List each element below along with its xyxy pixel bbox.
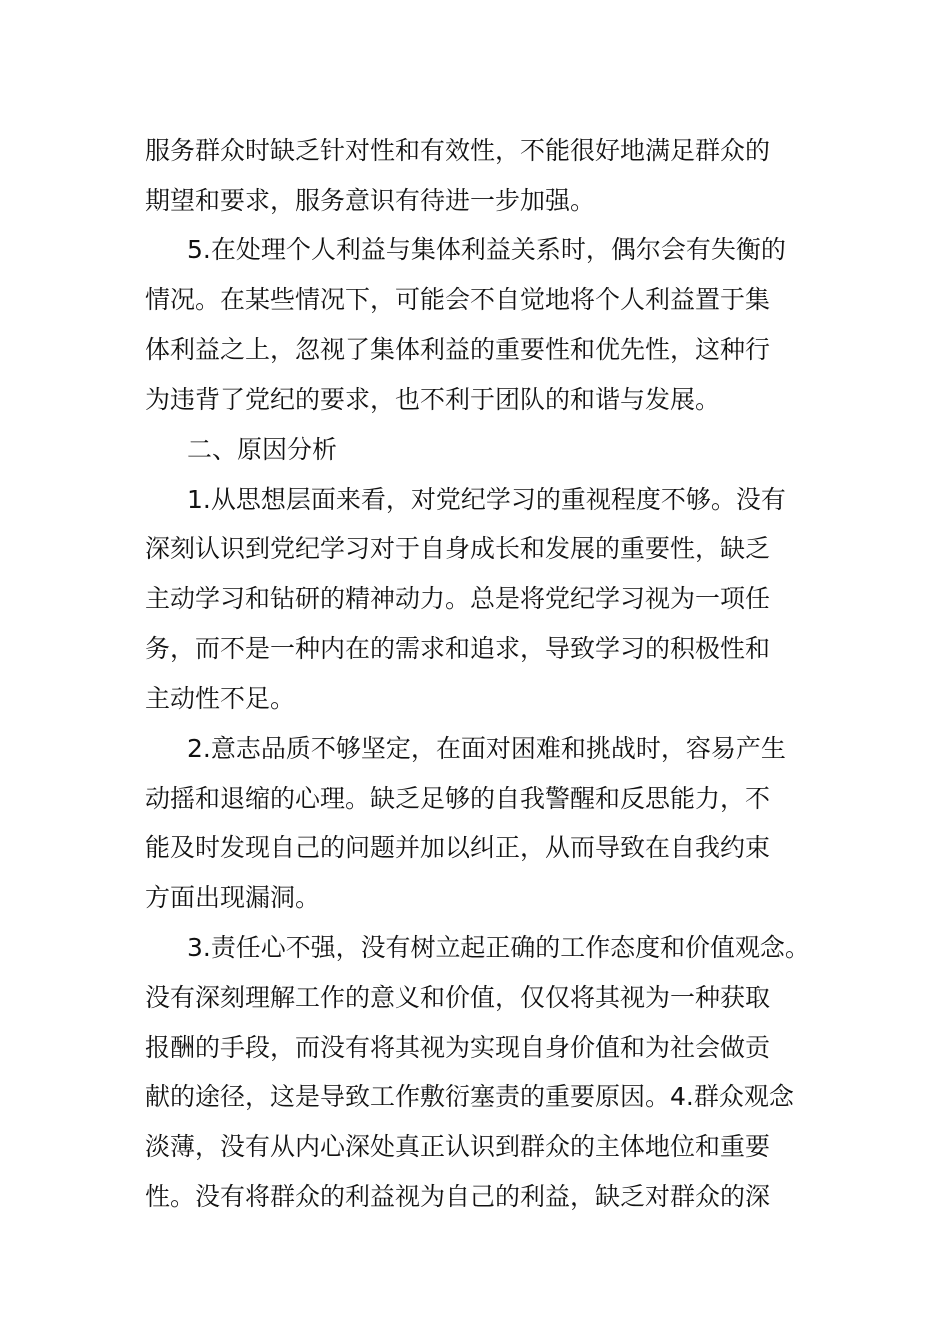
text-line: 动摇和退缩的心理。缺乏足够的自我警醒和反思能力，不 [145, 784, 771, 813]
text-line: 献的途径，这是导致工作敷衍塞责的重要原因。4.群众观念 [145, 1082, 794, 1111]
text-line: 主动学习和钻研的精神动力。总是将党纪学习视为一项任 [145, 584, 771, 613]
text-line: 深刻认识到党纪学习对于自身成长和发展的重要性，缺乏 [145, 534, 771, 563]
text-line: 期望和要求，服务意识有待进一步加强。 [145, 186, 596, 215]
section-heading: 二、原因分析 [187, 435, 338, 464]
text-line: 主动性不足。 [145, 684, 296, 713]
text-line: 报酬的手段，而没有将其视为实现自身价值和为社会做贡 [145, 1033, 771, 1062]
text-line: 性。没有将群众的利益视为自己的利益，缺乏对群众的深 [145, 1182, 771, 1211]
text-line: 情况。在某些情况下，可能会不自觉地将个人利益置于集 [145, 285, 771, 314]
text-line: 能及时发现自己的问题并加以纠正，从而导致在自我约束 [145, 833, 771, 862]
text-line: 务，而不是一种内在的需求和追求，导致学习的积极性和 [145, 634, 771, 663]
text-line: 体利益之上，忽视了集体利益的重要性和优先性，这种行 [145, 335, 771, 364]
text-line: 淡薄，没有从内心深处真正认识到群众的主体地位和重要 [145, 1132, 771, 1161]
paragraph-1-start: 1.从思想层面来看，对党纪学习的重视程度不够。没有 [187, 485, 786, 514]
paragraph-2-start: 2.意志品质不够坚定，在面对困难和挑战时，容易产生 [187, 734, 786, 763]
text-line: 没有深刻理解工作的意义和价值，仅仅将其视为一种获取 [145, 983, 771, 1012]
paragraph-3-start: 3.责任心不强，没有树立起正确的工作态度和价值观念。 [187, 933, 810, 962]
paragraph-5-start: 5.在处理个人利益与集体利益关系时，偶尔会有失衡的 [187, 235, 786, 264]
text-line: 为违背了党纪的要求，也不利于团队的和谐与发展。 [145, 385, 721, 414]
text-line: 服务群众时缺乏针对性和有效性，不能很好地满足群众的 [145, 136, 771, 165]
text-line: 方面出现漏洞。 [145, 883, 321, 912]
